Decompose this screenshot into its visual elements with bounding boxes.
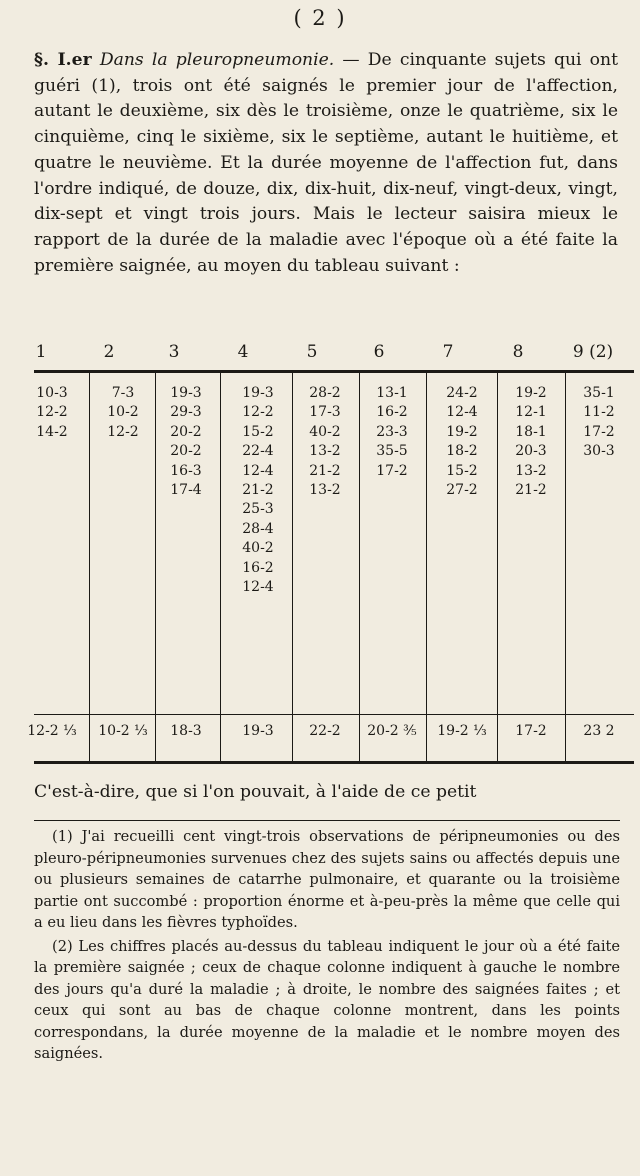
table-cell: 17-2: [583, 423, 615, 440]
table-column-divider: [359, 373, 360, 761]
footnotes: [34, 826, 620, 1067]
table-column: [295, 384, 355, 500]
table-column-number: 6: [373, 342, 385, 362]
table-average-cell: 23 2: [583, 723, 615, 739]
table-column-divider: [89, 373, 90, 761]
paragraph-text: — De cinquante sujets qui ont guéri (1), trois ont été saignés le premier jour de l'affection, autant le deuxième, six dès le troisième, onze le quatrième, six le cinquième, cinq le sixième, six le septième, autant le huitième, et quatre le neuvième. Et la durée moyenne de l'affection fut, dans l'ordre indiqué, de douze, dix, dix-huit, dix-neuf, vingt-deux, vingt, dix-sept et vingt trois jours. Mais le lecteur saisira mieux le rapport de la durée de la maladie avec l'époque où a été faite la première saignée, au moyen du tableau suivant :: [34, 50, 618, 276]
table-average-cell: 18-3: [170, 723, 202, 739]
table-column-divider: [565, 373, 566, 761]
table-cell: 12-2: [107, 423, 139, 440]
table-cell: 21-2: [242, 482, 274, 499]
table-cell: 17-2: [376, 462, 408, 479]
table-average-cell: 17-2: [515, 723, 547, 739]
table-cell: 14-2: [36, 423, 68, 440]
table-cell: 19-3: [242, 385, 274, 401]
table-top-rule: [34, 370, 634, 373]
table-column-divider: [426, 373, 427, 761]
table-cell: 7-3: [111, 385, 135, 401]
table-cell: 20-2: [170, 423, 202, 440]
table-cell: 12-2: [242, 404, 274, 421]
table-cell: 12-4: [242, 462, 274, 479]
body-paragraph: [34, 48, 618, 279]
table-cell: 40-2: [242, 540, 274, 557]
table-cell: 12-4: [446, 404, 478, 421]
table-average-cell: 19-2 ⅓: [437, 723, 487, 739]
table-cell: 25-3: [242, 501, 274, 518]
table-cell: 19-2: [515, 385, 547, 401]
table-average-rule: [34, 714, 634, 715]
table-column-number: 8: [512, 342, 524, 362]
table-column: [156, 384, 216, 500]
table-cell: 16-2: [242, 559, 274, 576]
table-cell: 11-2: [583, 404, 615, 421]
table-cell: 13-2: [515, 462, 547, 479]
table-average-cell: 12-2 ⅓: [27, 723, 77, 739]
table-column: [432, 384, 492, 500]
table-column-divider: [220, 373, 221, 761]
table-column-number: 2: [103, 342, 115, 362]
table-column-number: 1: [35, 342, 47, 362]
table-cell: 28-4: [242, 520, 274, 537]
table-cell: 20-2: [170, 443, 202, 460]
duration-table: [27, 370, 634, 770]
table-cell: 12-4: [242, 579, 274, 596]
table-cell: 18-1: [515, 423, 547, 440]
table-cell: 24-2: [446, 385, 478, 401]
table-cell: 22-4: [242, 443, 274, 460]
footnote-rule: [34, 820, 620, 821]
table-column: [228, 384, 288, 597]
table-cell: 16-3: [170, 462, 202, 479]
table-average-cell: 10-2 ⅓: [98, 723, 148, 739]
table-average-cell: 22-2: [309, 723, 341, 739]
table-cell: 10-2: [107, 404, 139, 421]
continuation-text: C'est-à-dire, que si l'on pouvait, à l'aide de ce petit: [34, 782, 477, 802]
table-cell: 35-5: [376, 443, 408, 460]
table-cell: 21-2: [515, 482, 547, 499]
section-marker: §. I.er: [34, 50, 92, 70]
table-cell: 17-4: [170, 482, 202, 499]
table-average-cell: 19-3: [242, 723, 274, 739]
table-column-numbers: [0, 342, 640, 368]
table-column-divider: [497, 373, 498, 761]
section-title: Dans la pleuropneumonie.: [99, 50, 335, 70]
table-cell: 35-1: [583, 385, 615, 401]
table-column-number: 3: [168, 342, 180, 362]
table-column-number: 5: [306, 342, 318, 362]
table-cell: 12-2: [36, 404, 68, 421]
table-column-number: 9 (2): [572, 342, 614, 362]
page-number: ( 2 ): [293, 6, 347, 30]
table-column: [22, 384, 82, 442]
table-cell: 17-3: [309, 404, 341, 421]
table-cell: 15-2: [446, 462, 478, 479]
table-cell: 27-2: [446, 482, 478, 499]
table-cell: 12-1: [515, 404, 547, 421]
table-cell: 10-3: [36, 385, 68, 401]
footnote: (2) Les chiffres placés au-dessus du tableau indiquent le jour où a été faite la première saignée ; ceux de chaque colonne indiquent à gauche le nombre des jours qu'a duré la maladie ; à droite, le nombre des saignées faites ; et ceux qui sont au bas de chaque colonne montrent, dans les points correspondans, la durée moyenne de la maladie et le nombre moyen des saignées.: [34, 937, 620, 1062]
table-cell: 18-2: [446, 443, 478, 460]
table-column: [93, 384, 153, 442]
table-average-cell: 20-2 ⅗: [367, 723, 417, 739]
table-cell: 28-2: [309, 385, 341, 401]
footnote: (1) J'ai recueilli cent vingt-trois observations de péripneumonies ou des pleuro-péripneumonies survenues chez des sujets sains ou affectés depuis une ou plusieurs semaines de catarrhe pulmonaire, et quarante ou la troisième partie ont succombé : proportion énorme et à-peu-près la même que celle qui a eu lieu dans les fièvres typhoïdes.: [34, 828, 620, 931]
table-cell: 16-2: [376, 404, 408, 421]
table-column: [501, 384, 561, 500]
table-cell: 30-3: [583, 443, 615, 460]
table-cell: 23-3: [376, 423, 408, 440]
table-cell: 19-3: [170, 385, 202, 401]
table-cell: 20-3: [515, 443, 547, 460]
table-cell: 13-1: [376, 385, 408, 401]
table-column: [569, 384, 629, 462]
table-cell: 15-2: [242, 423, 274, 440]
table-cell: 40-2: [309, 423, 341, 440]
table-cell: 13-2: [309, 443, 341, 460]
table-cell: 13-2: [309, 482, 341, 499]
table-column-number: 7: [442, 342, 454, 362]
table-column-number: 4: [237, 342, 249, 362]
table-cell: 19-2: [446, 423, 478, 440]
table-cell: 29-3: [170, 404, 202, 421]
table-column-divider: [292, 373, 293, 761]
table-bottom-rule: [34, 761, 634, 764]
table-cell: 21-2: [309, 462, 341, 479]
table-column: [362, 384, 422, 481]
